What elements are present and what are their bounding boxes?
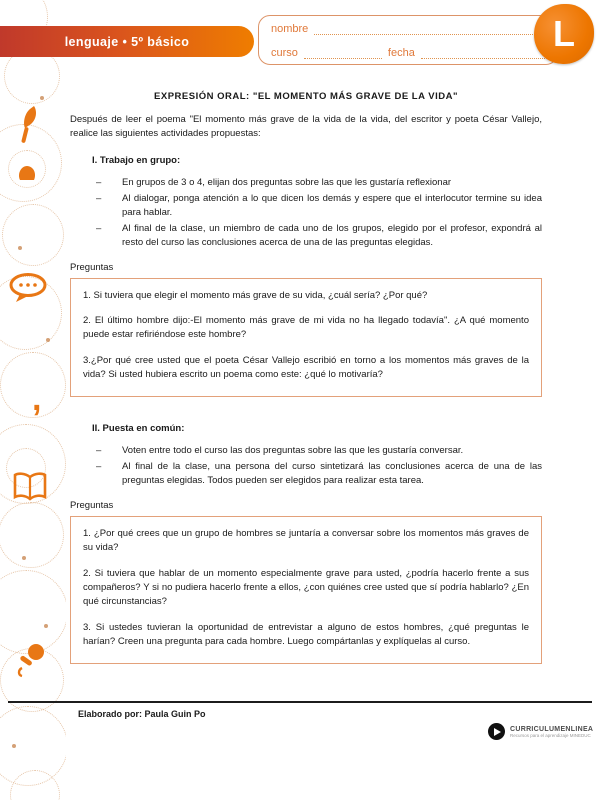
course-fill-line [304, 47, 382, 59]
list-item [96, 444, 542, 458]
page-title: EXPRESIÓN ORAL: "EL MOMENTO MÁS GRAVE DE LA VIDA" [154, 91, 458, 102]
swirl-ornament [0, 502, 64, 568]
subject-banner [0, 26, 254, 57]
bullet-text: Al final de la clase, una persona del curso sintetizará las conclusiones acerca de una de las preguntas elegidas. Todos pueden ser elegidos para realizar esta tarea. [122, 461, 542, 487]
curriculum-en-linea-logo [488, 723, 593, 740]
bullet-text: Voten entre todo el curso las dos preguntas sobre las que les gustaría conversar. [122, 445, 464, 457]
list-item [96, 176, 542, 190]
ink-pot-icon [16, 164, 38, 187]
swirl-ornament [2, 204, 64, 266]
questions-box-1 [70, 278, 542, 398]
list-item [96, 192, 542, 220]
bullet-text: Al dialogar, ponga atención a lo que dicen los demás y espere que el interlocutor termine su idea para hablar. [122, 192, 542, 218]
bullet-dash: – [96, 461, 102, 473]
date-label: fecha [387, 47, 415, 59]
questions-box-2 [70, 516, 542, 664]
swirl-dot [44, 624, 48, 628]
worksheet-content [70, 90, 542, 664]
subject-letter-badge [534, 4, 594, 64]
bullet-dash: – [96, 176, 102, 188]
speech-bubble-icon [8, 272, 48, 309]
bullet-text: En grupos de 3 o 4, elijan dos preguntas sobre las que les gustaría reflexionar [122, 176, 452, 188]
questions-label-2: Preguntas [70, 500, 114, 512]
comma-icon: , [32, 380, 42, 418]
swirl-dot [12, 744, 16, 748]
subject-letter: L [553, 13, 575, 54]
section-heading-group-work: I. Trabajo en grupo: [92, 154, 181, 166]
student-info-box [258, 15, 558, 65]
footer-divider [8, 701, 592, 703]
left-decoration-strip [0, 0, 66, 800]
question-item: 1. ¿Por qué crees que un grupo de hombres se juntaría a conversar sobre los momentos más graves de su vida? [83, 528, 529, 554]
logo-tagline: Recursos para el aprendizaje MINEDUC [510, 732, 591, 738]
bullet-dash: – [96, 192, 102, 204]
bullet-text: Al final de la clase, un miembro de cada uno de los grupos, elegido por el profesor, expondrá al resto del curso las conclusiones acerca de una de las preguntas elegidas. [122, 222, 542, 248]
group-work-bullets [70, 176, 542, 250]
question-item: 3. Si ustedes tuvieran la oportunidad de entrevistar a alguno de estos hombres, ¿qué preguntas le harían? Creen una pregunta para cada hombre. Luego compártanlas y explíquelas al curso. [83, 621, 529, 647]
intro-paragraph: Después de leer el poema "El momento más grave de la vida de la vida, del escritor y poeta César Vallejo, realice las siguientes actividades propuestas: [70, 113, 542, 139]
sharing-bullets [70, 444, 542, 488]
questions-label-1: Preguntas [70, 261, 114, 273]
section-heading-sharing: II. Puesta en común: [92, 423, 185, 435]
logo-text: CURRICULUMENLINEA [510, 725, 594, 733]
swirl-dot [46, 338, 50, 342]
microphone-icon [14, 642, 48, 683]
play-icon [488, 723, 505, 740]
course-label: curso [271, 47, 298, 59]
date-fill-line [421, 47, 547, 59]
question-item: 2. Si tuviera que hablar de un momento especialmente grave para usted, ¿podría hacerlo frente a sus compañeros? Y si no pudiera hacerlo frente a ellos, ¿con quiénes cree usted que sí podría hablarlo? ¿En qué circunstancias? [83, 567, 529, 607]
swirl-dot [40, 96, 44, 100]
question-item: 2. El último hombre dijo:-El momento más grave de mi vida no ha llegado todavía". ¿A qué momento puede estar refiriéndose este hombre? [83, 315, 529, 341]
quill-pen-icon [14, 104, 40, 153]
list-item [96, 460, 542, 488]
swirl-dot [18, 246, 22, 250]
author-credit: Elaborado por: Paula Guin Po [78, 709, 206, 719]
question-item: 3.¿Por qué cree usted que el poeta César Vallejo escribió en torno a los momentos más graves de la vida? Si usted hubiera escrito un poema como este: ¿qué lo motivaría? [83, 355, 529, 381]
bullet-dash: – [96, 222, 102, 234]
name-label: nombre [271, 23, 309, 35]
subject-banner-label: lenguaje • 5º básico [64, 34, 190, 49]
question-item: 1. Si tuviera que elegir el momento más grave de su vida, ¿cuál sería? ¿Por qué? [83, 289, 428, 301]
bullet-dash: – [96, 445, 102, 457]
name-fill-line [314, 23, 547, 35]
list-item [96, 222, 542, 250]
open-book-icon [12, 472, 48, 507]
swirl-dot [22, 556, 26, 560]
